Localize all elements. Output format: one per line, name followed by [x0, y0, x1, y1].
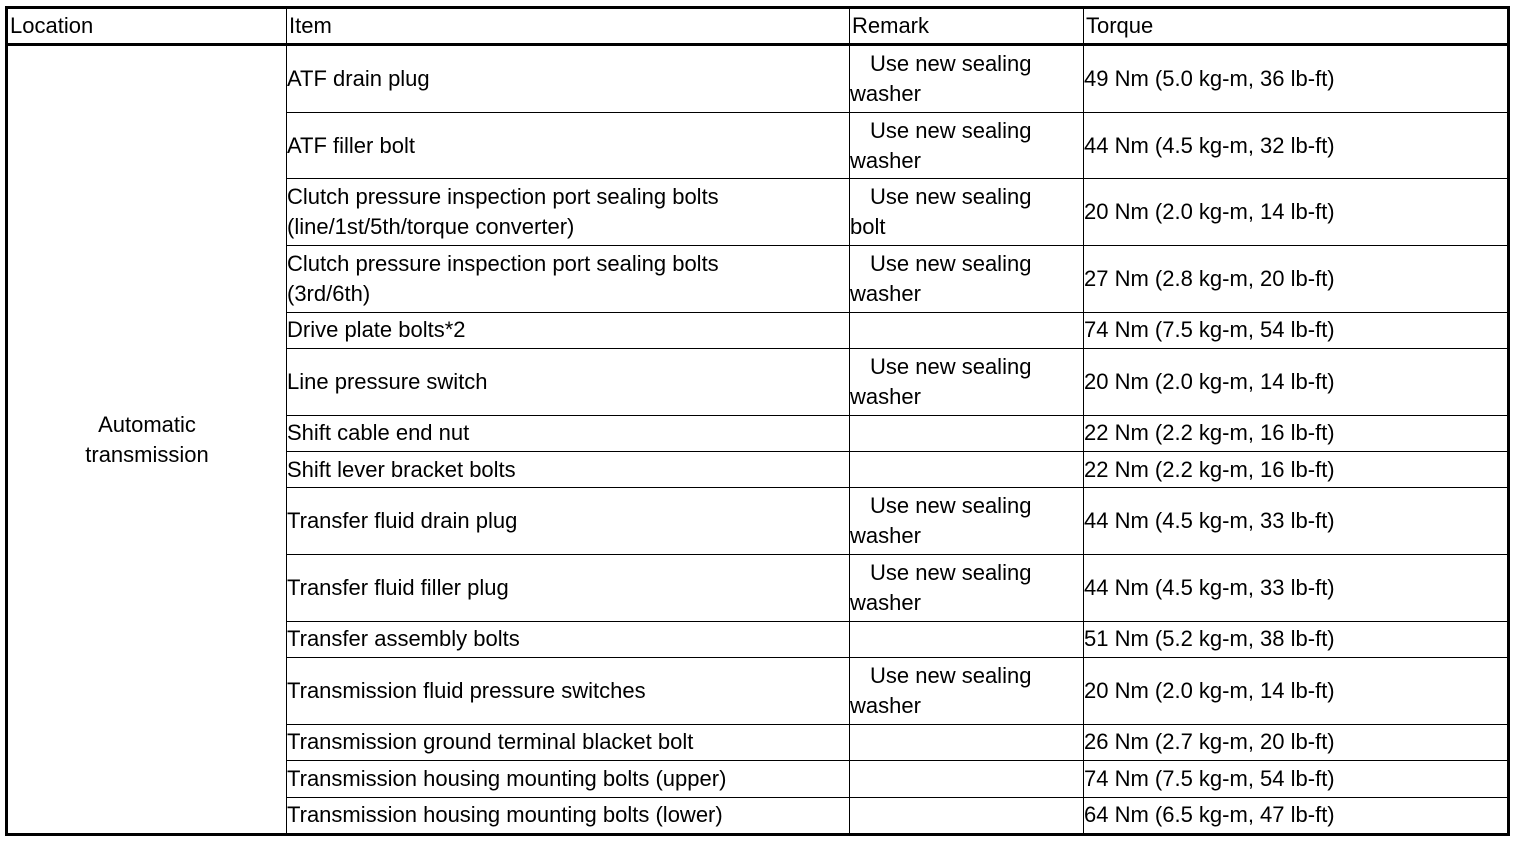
location-text: transmission — [85, 441, 209, 467]
remark-cell — [850, 349, 1084, 416]
location-text: Automatic — [98, 411, 196, 437]
remark-text: washer — [850, 692, 921, 718]
header-item: Item — [287, 8, 850, 45]
remark-text: washer — [850, 147, 921, 173]
remark-text: washer — [850, 589, 921, 615]
item-cell — [287, 724, 850, 760]
torque-cell: 44 Nm (4.5 kg-m, 33 lb-ft) — [1084, 555, 1509, 622]
header-remark: Remark — [850, 8, 1084, 45]
header-torque: Torque — [1084, 8, 1509, 45]
header-location: Location — [7, 8, 287, 45]
item-text: Transfer fluid filler plug — [287, 574, 509, 600]
item-text: Line pressure switch — [287, 368, 488, 394]
item-cell — [287, 349, 850, 416]
remark-cell — [850, 621, 1084, 657]
torque-specification-table — [5, 6, 1510, 836]
remark-cell — [850, 761, 1084, 797]
torque-cell: 20 Nm (2.0 kg-m, 14 lb-ft) — [1084, 349, 1509, 416]
item-text: Transfer fluid drain plug — [287, 508, 518, 534]
remark-cell — [850, 312, 1084, 348]
item-cell — [287, 415, 850, 451]
remark-cell — [850, 415, 1084, 451]
item-text: Transmission ground terminal blacket bolt — [287, 729, 694, 755]
remark-cell — [850, 246, 1084, 313]
torque-cell: 22 Nm (2.2 kg-m, 16 lb-ft) — [1084, 452, 1509, 488]
torque-cell: 44 Nm (4.5 kg-m, 32 lb-ft) — [1084, 112, 1509, 179]
torque-cell: 26 Nm (2.7 kg-m, 20 lb-ft) — [1084, 724, 1509, 760]
table-header-row — [7, 8, 1509, 45]
item-cell — [287, 621, 850, 657]
location-cell — [7, 45, 287, 835]
remark-cell — [850, 658, 1084, 725]
item-cell — [287, 112, 850, 179]
remark-cell — [850, 555, 1084, 622]
remark-text: Use new sealing — [870, 493, 1032, 519]
item-cell — [287, 797, 850, 834]
item-text: Transmission housing mounting bolts (lower) — [287, 802, 723, 828]
table-row — [7, 45, 1509, 113]
remark-text: washer — [850, 523, 921, 549]
item-text: Clutch pressure inspection port sealing bolts — [287, 184, 719, 210]
item-cell — [287, 246, 850, 313]
item-text: Transmission fluid pressure switches — [287, 677, 646, 703]
remark-cell — [850, 179, 1084, 246]
remark-text: washer — [850, 383, 921, 409]
remark-cell — [850, 797, 1084, 834]
torque-cell: 27 Nm (2.8 kg-m, 20 lb-ft) — [1084, 246, 1509, 313]
item-cell — [287, 658, 850, 725]
torque-cell: 64 Nm (6.5 kg-m, 47 lb-ft) — [1084, 797, 1509, 834]
item-cell — [287, 179, 850, 246]
torque-cell: 44 Nm (4.5 kg-m, 33 lb-ft) — [1084, 488, 1509, 555]
remark-cell — [850, 112, 1084, 179]
item-cell — [287, 452, 850, 488]
item-text: Drive plate bolts*2 — [287, 317, 466, 343]
item-text: Transmission housing mounting bolts (upper) — [287, 765, 727, 791]
table-body — [7, 45, 1509, 835]
item-text: Transfer assembly bolts — [287, 626, 520, 652]
item-text: Shift lever bracket bolts — [287, 456, 516, 482]
item-cell — [287, 761, 850, 797]
remark-cell — [850, 488, 1084, 555]
item-cell — [287, 45, 850, 113]
remark-text: washer — [850, 80, 921, 106]
item-cell — [287, 555, 850, 622]
remark-text: Use new sealing — [870, 662, 1032, 688]
remark-text: Use new sealing — [870, 184, 1032, 210]
remark-text: Use new sealing — [870, 117, 1032, 143]
torque-cell: 22 Nm (2.2 kg-m, 16 lb-ft) — [1084, 415, 1509, 451]
torque-cell: 74 Nm (7.5 kg-m, 54 lb-ft) — [1084, 312, 1509, 348]
torque-cell: 51 Nm (5.2 kg-m, 38 lb-ft) — [1084, 621, 1509, 657]
item-cell — [287, 488, 850, 555]
remark-cell — [850, 45, 1084, 113]
item-cell — [287, 312, 850, 348]
item-text: ATF drain plug — [287, 65, 430, 91]
item-text: Clutch pressure inspection port sealing bolts — [287, 250, 719, 276]
remark-text: Use new sealing — [870, 353, 1032, 379]
item-text: (line/1st/5th/torque converter) — [287, 214, 575, 240]
remark-text: washer — [850, 280, 921, 306]
torque-cell: 20 Nm (2.0 kg-m, 14 lb-ft) — [1084, 658, 1509, 725]
torque-cell: 49 Nm (5.0 kg-m, 36 lb-ft) — [1084, 45, 1509, 113]
torque-cell: 74 Nm (7.5 kg-m, 54 lb-ft) — [1084, 761, 1509, 797]
remark-text: Use new sealing — [870, 50, 1032, 76]
item-text: (3rd/6th) — [287, 280, 371, 306]
remark-text: bolt — [850, 214, 886, 240]
torque-cell: 20 Nm (2.0 kg-m, 14 lb-ft) — [1084, 179, 1509, 246]
item-text: ATF filler bolt — [287, 132, 415, 158]
item-text: Shift cable end nut — [287, 420, 470, 446]
remark-cell — [850, 452, 1084, 488]
remark-cell — [850, 724, 1084, 760]
remark-text: Use new sealing — [870, 559, 1032, 585]
remark-text: Use new sealing — [870, 250, 1032, 276]
